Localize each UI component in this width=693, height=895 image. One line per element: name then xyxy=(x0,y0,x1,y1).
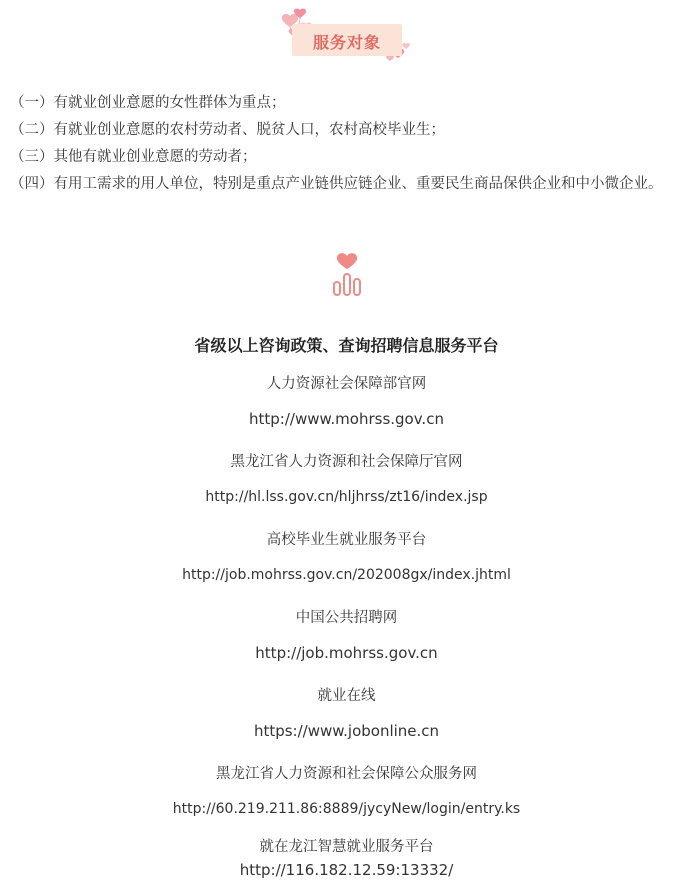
platform-link[interactable]: http://60.219.211.86:8889/jycyNew/login/entry.ks xyxy=(172,801,521,817)
service-target-list xyxy=(10,90,688,198)
platform-name: 就业在线 xyxy=(317,688,376,704)
platform-link[interactable]: http://job.mohrss.gov.cn/202008gx/index.jhtml xyxy=(182,567,511,583)
list-item: （一）有就业创业意愿的女性群体为重点； xyxy=(10,95,286,111)
platform-name: 就在龙江智慧就业服务平台 xyxy=(259,839,434,855)
section-title: 省级以上咨询政策、查询招聘信息服务平台 xyxy=(194,336,499,355)
platform-name: 人力资源社会保障部官网 xyxy=(266,376,427,392)
platform-link[interactable]: http://116.182.12.59:13332/ xyxy=(239,861,454,879)
list-item: （二）有就业创业意愿的农村劳动者、脱贫人口，农村高校毕业生； xyxy=(10,122,445,138)
badge-box xyxy=(292,24,402,56)
platform-name: 黑龙江省人力资源和社会保障厅官网 xyxy=(230,454,463,470)
platform-name: 黑龙江省人力资源和社会保障公众服务网 xyxy=(216,766,477,782)
list-item: （四）有用工需求的用人单位，特别是重点产业链供应链企业、重要民生商品保供企业和中小微企业。 xyxy=(10,176,663,192)
platform-name: 高校毕业生就业服务平台 xyxy=(266,532,427,548)
platform-link[interactable]: https://www.jobonline.cn xyxy=(253,722,440,740)
list-item: （三）其他有就业创业意愿的劳动者； xyxy=(10,149,257,165)
platform-link[interactable]: http://job.mohrss.gov.cn xyxy=(255,644,438,662)
badge-label: 服务对象 xyxy=(312,33,381,52)
section-badge xyxy=(276,2,412,64)
platform-link[interactable]: http://hl.lss.gov.cn/hljhrss/zt16/index.jsp xyxy=(205,489,488,505)
platform-name: 中国公共招聘网 xyxy=(295,610,398,626)
platform-link[interactable]: http://www.mohrss.gov.cn xyxy=(249,410,444,428)
heart-bar-chart-icon xyxy=(329,246,365,298)
